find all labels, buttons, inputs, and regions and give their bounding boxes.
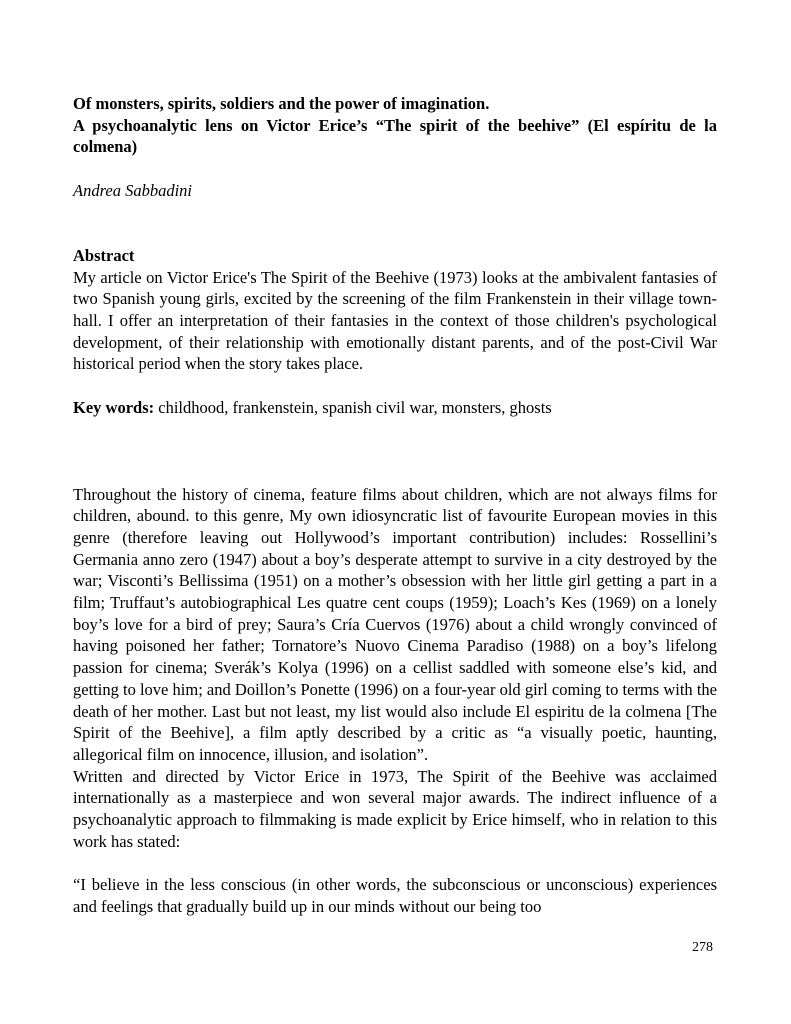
body-text: [73, 484, 717, 918]
keywords-text: childhood, frankenstein, spanish civil war, monsters, ghosts: [154, 397, 552, 417]
author-name: Andrea Sabbadini: [73, 180, 193, 200]
article-page: [73, 93, 717, 918]
keywords-line: [73, 397, 717, 419]
abstract-text: My article on Victor Erice's The Spirit of the Beehive (1973) looks at the ambivalent fantasies of two Spanish young girls, excited by the screening of the film Frankenstein in their village town-hall. I offer an interpretation of their fantasies in the context of those children's psychological development, of their relationship with emotionally distant parents, and of the post-Civil War historical period when the story takes place.: [73, 267, 717, 374]
title-line-2: A psychoanalytic lens on Victor Erice’s “The spirit of the beehive” (El espíritu de la colmena): [73, 115, 717, 157]
body-paragraph-2: Written and directed by Victor Erice in 1973, The Spirit of the Beehive was acclaimed internationally as a masterpiece and won several major awards. The indirect influence of a psychoanalytic approach to filmmaking is made explicit by Erice himself, who in relation to this work has stated:: [73, 766, 717, 851]
page-number: 278: [692, 940, 713, 955]
abstract-heading: Abstract: [73, 245, 135, 265]
abstract-section: [73, 245, 717, 375]
body-paragraph-1: Throughout the history of cinema, feature films about children, which are not always films for children, abound. to this genre, My own idiosyncratic list of favourite European movies in this genre (therefore leaving out Hollywood’s important contribution) includes: Rossellini’s Germania anno zero (1947) about a boy’s desperate attempt to survive in a city destroyed by the war; Visconti’s Bellissima (1951) on a mother’s obsession with her little girl getting a part in a film; Truffaut’s autobiographical Les quatre cent coups (1959); Loach’s Kes (1969) on a lonely boy’s love for a bird of prey; Saura’s Cría Cuervos (1976) about a child wrongly convinced of having poisoned her father; Tornatore’s Nuovo Cinema Paradiso (1988) on a boy’s lifelong passion for cinema; Sverák’s Kolya (1996) on a cellist saddled with someone else’s kid, and getting to love him; and Doillon’s Ponette (1996) on a four-year old girl coming to terms with the death of her mother. Last but not least, my list would also include El espiritu de la colmena [The Spirit of the Beehive], a film aptly described by a critic as “a visually poetic, haunting, allegorical film on innocence, illusion, and isolation”.: [73, 484, 717, 764]
quote-paragraph: “I believe in the less conscious (in other words, the subconscious or unconscious) experiences and feelings that gradually build up in our minds without our being too: [73, 875, 717, 916]
title-line-1: Of monsters, spirits, soldiers and the power of imagination.: [73, 94, 490, 113]
keywords-label: Key words:: [73, 397, 155, 417]
article-title: [73, 93, 717, 158]
